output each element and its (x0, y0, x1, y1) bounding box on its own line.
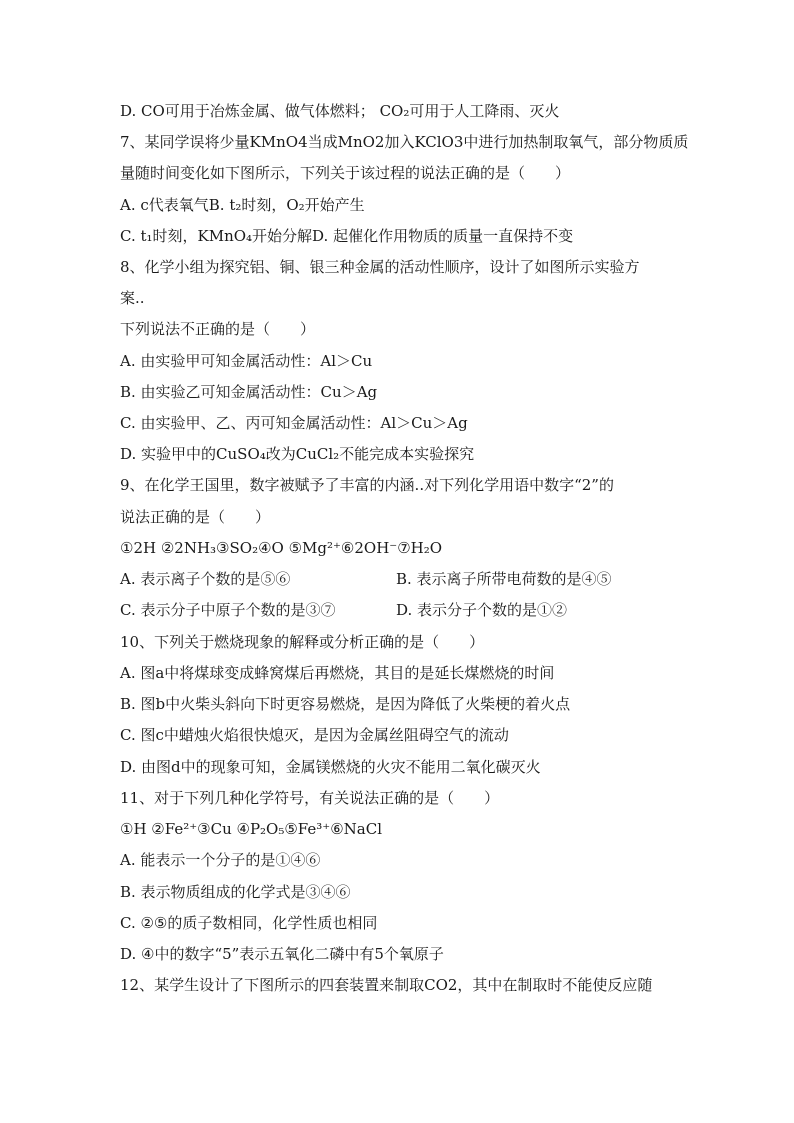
question-10-stem: 10、下列关于燃烧现象的解释或分析正确的是（ ） (120, 633, 485, 651)
question-9-symbols: ①2H ②2NH₃③SO₂④O ⑤Mg²⁺⑥2OH⁻⑦H₂O (120, 539, 443, 557)
question-11-stem: 11、对于下列几种化学符号，有关说法正确的是（ ） (120, 789, 500, 807)
question-10-option-a: A. 图a中将煤球变成蜂窝煤后再燃烧，其目的是延长煤燃烧的时间 (120, 664, 555, 682)
question-8-prompt: 下列说法不正确的是（ ） (120, 320, 316, 338)
question-10-option-c: C. 图c中蜡烛火焰很快熄灭，是因为金属丝阻碍空气的流动 (120, 726, 509, 744)
question-8-option-d: D. 实验甲中的CuSO₄改为CuCl₂不能完成本实验探究 (120, 445, 475, 463)
question-10-option-b: B. 图b中火柴头斜向下时更容易燃烧，是因为降低了火柴梗的着火点 (120, 695, 571, 713)
question-8-option-b: B. 由实验乙可知金属活动性：Cu＞Ag (120, 383, 378, 401)
question-9-option-b: B. 表示离子所带电荷数的是④⑤ (396, 570, 612, 588)
question-9-option-c: C. 表示分子中原子个数的是③⑦ (120, 601, 336, 619)
question-11-option-d: D. ④中的数字“5”表示五氧化二磷中有5个氧原子 (120, 945, 444, 963)
question-11-symbols: ①H ②Fe²⁺③Cu ④P₂O₅⑤Fe³⁺⑥NaCl (120, 820, 382, 838)
text-line: D. CO可用于冶炼金属、做气体燃料； CO₂可用于人工降雨、灭火 (120, 102, 560, 120)
question-7-options-cd: C. t₁时刻，KMnO₄开始分解D. 起催化作用物质的质量一直保持不变 (120, 227, 574, 245)
question-8-option-c: C. 由实验甲、乙、丙可知金属活动性：Al＞Cu＞Ag (120, 414, 468, 432)
question-9-option-a: A. 表示离子个数的是⑤⑥ (120, 570, 291, 588)
question-7-options-ab: A. c代表氧气B. t₂时刻，O₂开始产生 (120, 196, 365, 214)
question-8-stem: 8、化学小组为探究铝、铜、银三种金属的活动性顺序，设计了如图所示实验方 (120, 258, 640, 276)
question-8-stem-cont: 案.. (120, 289, 145, 307)
question-7-stem: 7、某同学误将少量KMnO4当成MnO2加入KClO3中进行加热制取氧气，部分物质质 (120, 133, 689, 151)
question-10-option-d: D. 由图d中的现象可知，金属镁燃烧的火灾不能用二氧化碳灭火 (120, 758, 541, 776)
question-11-option-b: B. 表示物质组成的化学式是③④⑥ (120, 883, 351, 901)
question-7-stem-cont: 量随时间变化如下图所示，下列关于该过程的说法正确的是（ ） (120, 164, 571, 182)
question-9-stem-cont: 说法正确的是（ ） (120, 508, 271, 526)
question-9-option-d: D. 表示分子个数的是①② (396, 601, 568, 619)
question-9-stem: 9、在化学王国里，数字被赋予了丰富的内涵..对下列化学用语中数字“2”的 (120, 476, 614, 494)
question-12-stem: 12、某学生设计了下图所示的四套装置来制取CO2，其中在制取时不能使反应随 (120, 976, 653, 994)
question-8-option-a: A. 由实验甲可知金属活动性：Al＞Cu (120, 352, 373, 370)
question-11-option-c: C. ②⑤的质子数相同，化学性质也相同 (120, 914, 378, 932)
question-11-option-a: A. 能表示一个分子的是①④⑥ (120, 851, 321, 869)
